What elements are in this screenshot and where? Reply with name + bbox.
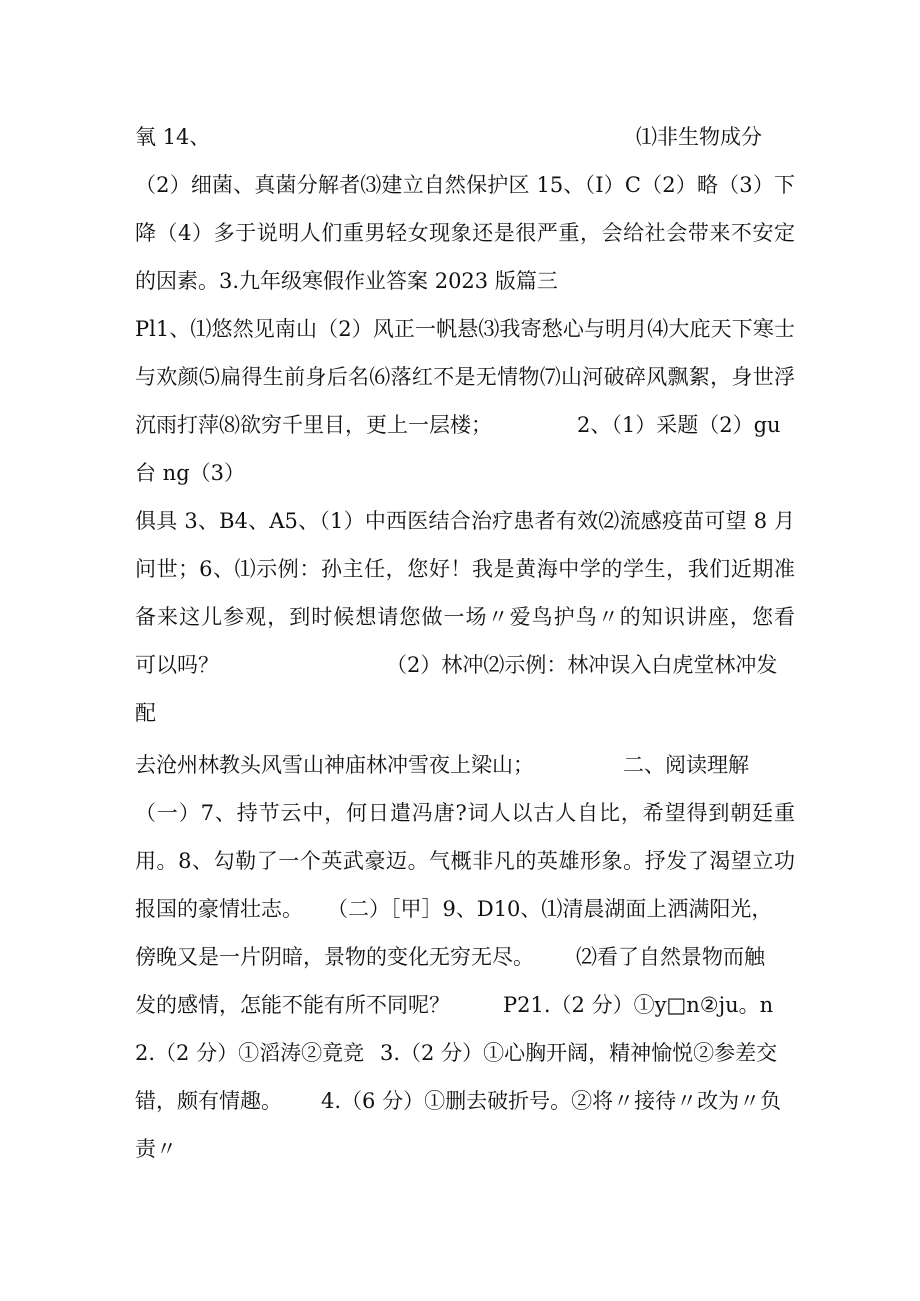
text-line: 配 [135, 701, 156, 725]
text-segment: 发的感情，怎能不能有所不同呢？ [135, 993, 450, 1017]
text-line: 责〃 [135, 1137, 177, 1161]
text-line: 俱具 3、B4、A5、（1）中西医结合治疗患者有效⑵流感疫苗可望 8 月 [135, 509, 795, 533]
text-line: （2）细菌、真菌分解者⑶建立自然保护区 15、（I）C（2）略（3）下 [135, 173, 795, 197]
text-segment: 3.（2 分）①心胸开阔，精神愉悦②参差交 [380, 1041, 778, 1065]
text-line: 备来这儿参观，到时候想请您做一场〃爱鸟护鸟〃的知识讲座，您看 [135, 605, 795, 629]
text-line: Pl1、⑴悠然见南山（2）风正一帆悬⑶我寄愁心与明月⑷大庇天下寒士 [135, 317, 795, 341]
text-segment: 去沧州林教头风雪山神庙林冲雪夜上梁山； [135, 753, 534, 777]
text-segment: 2、（1）采题（2）gu [577, 413, 781, 437]
text-line [135, 741, 795, 789]
text-line [135, 1077, 795, 1125]
text-line: 降（4）多于说明人们重男轻女现象还是很严重，会给社会带来不安定 [135, 221, 795, 245]
text-segment: 傍晚又是一片阴暗，景物的变化无穷无尽。 [135, 945, 534, 969]
text-line [135, 885, 795, 933]
text-segment: 2.（2 分）①滔涛②竟竞 [135, 1041, 365, 1065]
text-segment: 报国的豪情壮志。 [135, 897, 303, 921]
text-segment: 氧 14、 [135, 125, 211, 149]
text-line [135, 401, 795, 449]
text-line: 台 ng（3） [135, 461, 246, 485]
text-segment: （二）［甲］9、D10、⑴清晨湖面上洒满阳光， [327, 897, 773, 921]
text-line [135, 933, 795, 981]
text-segment: 沉雨打萍⑻欲穷千里目，更上一层楼； [135, 413, 492, 437]
text-line [135, 981, 795, 1029]
text-segment: P21.（2 分）①y□n②ju。n [503, 993, 774, 1017]
text-line: （一）7、持节云中，何日遣冯唐?词人以古人自比，希望得到朝廷重 [135, 801, 795, 825]
text-segment: 4.（6 分）①删去破折号。②将〃接待〃改为〃负 [321, 1089, 782, 1113]
text-line: 与欢颜⑸扁得生前身后名⑹落红不是无情物⑺山河破碎风飘絮，身世浮 [135, 365, 795, 389]
text-line [135, 113, 795, 161]
text-segment: 可以吗？ [135, 653, 219, 677]
text-segment: （2）林冲⑵示例：林冲误入白虎堂林冲发 [386, 653, 778, 677]
text-line: 的因素。3.九年级寒假作业答案 2023 版篇三 [135, 269, 558, 293]
text-segment: 错，颇有情趣。 [135, 1089, 282, 1113]
text-line [135, 1029, 795, 1077]
text-line: 问世；6、⑴示例：孙主任，您好！我是黄海中学的学生，我们近期准 [135, 557, 795, 581]
text-line [135, 641, 795, 689]
text-segment: ⑵看了自然景物而触 [576, 945, 765, 969]
text-line: 用。8、勾勒了一个英武豪迈。气概非凡的英雄形象。抒发了渴望立功 [135, 849, 795, 873]
text-segment: 二、阅读理解 [623, 753, 749, 777]
text-segment: ⑴非生物成分 [636, 125, 762, 149]
